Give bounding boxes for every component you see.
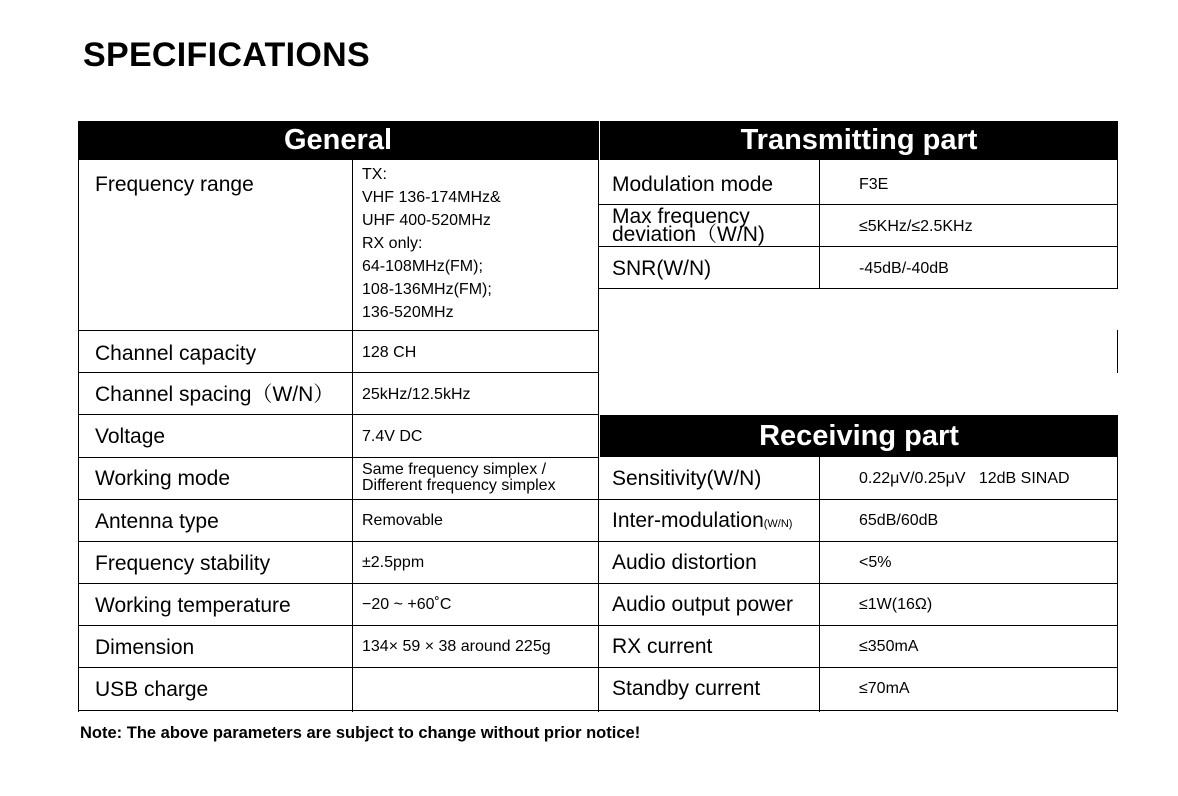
general-label-frequency-range: Frequency range [95, 173, 254, 196]
general-value-working-temperature: −20 ~ +60˚C [362, 596, 452, 613]
value-line: TX: [362, 166, 387, 183]
receive-label-standby-current: Standby current [612, 677, 761, 700]
row-divider [598, 288, 1118, 289]
row-divider [78, 625, 1118, 626]
row-divider [78, 372, 598, 373]
general-label-channel-spacing: Channel spacing（W/N） [95, 383, 335, 406]
value-line: 136-520MHz [362, 304, 454, 321]
general-col-divider [352, 160, 353, 712]
general-value-frequency-stability: ±2.5ppm [362, 554, 425, 571]
page-title: SPECIFICATIONS [83, 36, 370, 74]
general-label-usb-charge: USB charge [95, 678, 209, 701]
label-line: Max frequency [612, 205, 750, 228]
table-border-right-mid [1117, 330, 1118, 373]
value-line: RX only: [362, 235, 423, 252]
receive-label-audio-output-power: Audio output power [612, 593, 793, 616]
general-label-antenna-type: Antenna type [95, 510, 219, 533]
table-border-bottom [78, 710, 1118, 711]
receive-value-standby-current: ≤70mA [859, 680, 910, 697]
row-divider [78, 541, 1118, 542]
row-divider [78, 457, 598, 458]
label-line: deviation（W/N) [612, 223, 765, 246]
row-divider [78, 330, 598, 331]
general-header: General [78, 121, 598, 160]
section-divider [598, 121, 599, 712]
receive-label-rx-current: RX current [612, 635, 713, 658]
transmit-value-modulation-mode: F3E [859, 176, 889, 193]
transmit-label-snr: SNR(W/N) [612, 257, 712, 280]
receive-label-audio-distortion: Audio distortion [612, 551, 757, 574]
general-label-working-mode: Working mode [95, 467, 231, 490]
transmitting-header: Transmitting part [600, 121, 1118, 160]
receive-value-sensitivity: 0.22μV/0.25μV 12dB SINAD [859, 470, 1070, 487]
general-label-voltage: Voltage [95, 425, 166, 448]
row-divider [598, 246, 1118, 247]
transmit-value-max-deviation: ≤5KHz/≤2.5KHz [859, 218, 973, 235]
receiving-header: Receiving part [600, 415, 1118, 457]
transmit-label-max-deviation [612, 205, 765, 246]
value-line: UHF 400-520MHz [362, 212, 491, 229]
general-value-frequency-range [362, 163, 501, 324]
general-label-working-temperature: Working temperature [95, 594, 291, 617]
label-suffix: (W/N) [763, 518, 793, 530]
footnote: Note: The above parameters are subject to change without prior notice! [80, 724, 641, 742]
value-line: VHF 136-174MHz& [362, 189, 501, 206]
table-border-right-top [1117, 121, 1118, 289]
general-value-antenna-type: Removable [362, 512, 443, 529]
general-value-dimension: 134× 59 × 38 around 225g [362, 638, 551, 655]
receive-value-audio-distortion: <5% [859, 554, 892, 571]
receive-label-inter-modulation [612, 510, 792, 531]
receive-value-rx-current: ≤350mA [859, 638, 919, 655]
general-label-dimension: Dimension [95, 636, 195, 659]
transmit-col-divider [819, 160, 820, 289]
general-value-channel-capacity: 128 CH [362, 344, 417, 361]
receive-col-divider [819, 457, 820, 712]
general-label-frequency-stability: Frequency stability [95, 552, 271, 575]
row-divider [78, 499, 1118, 500]
row-divider [78, 414, 598, 415]
label-text: Inter-modulation [612, 509, 764, 532]
value-line: Different frequency simplex [362, 477, 556, 494]
transmit-label-modulation-mode: Modulation mode [612, 173, 774, 196]
receive-value-inter-modulation: 65dB/60dB [859, 512, 939, 529]
value-line: 108-136MHz(FM); [362, 281, 492, 298]
receive-label-sensitivity: Sensitivity(W/N) [612, 467, 762, 490]
general-label-channel-capacity: Channel capacity [95, 342, 257, 365]
transmit-value-snr: -45dB/-40dB [859, 260, 949, 277]
row-divider [78, 583, 1118, 584]
value-line: Same frequency simplex / [362, 461, 547, 478]
general-value-channel-spacing: 25kHz/12.5kHz [362, 386, 471, 403]
receive-value-audio-output-power: ≤1W(16Ω) [859, 596, 933, 613]
row-divider [78, 667, 1118, 668]
value-line: 64-108MHz(FM); [362, 258, 483, 275]
general-value-voltage: 7.4V DC [362, 428, 423, 445]
general-value-working-mode [362, 462, 556, 494]
table-border-left [78, 121, 79, 712]
